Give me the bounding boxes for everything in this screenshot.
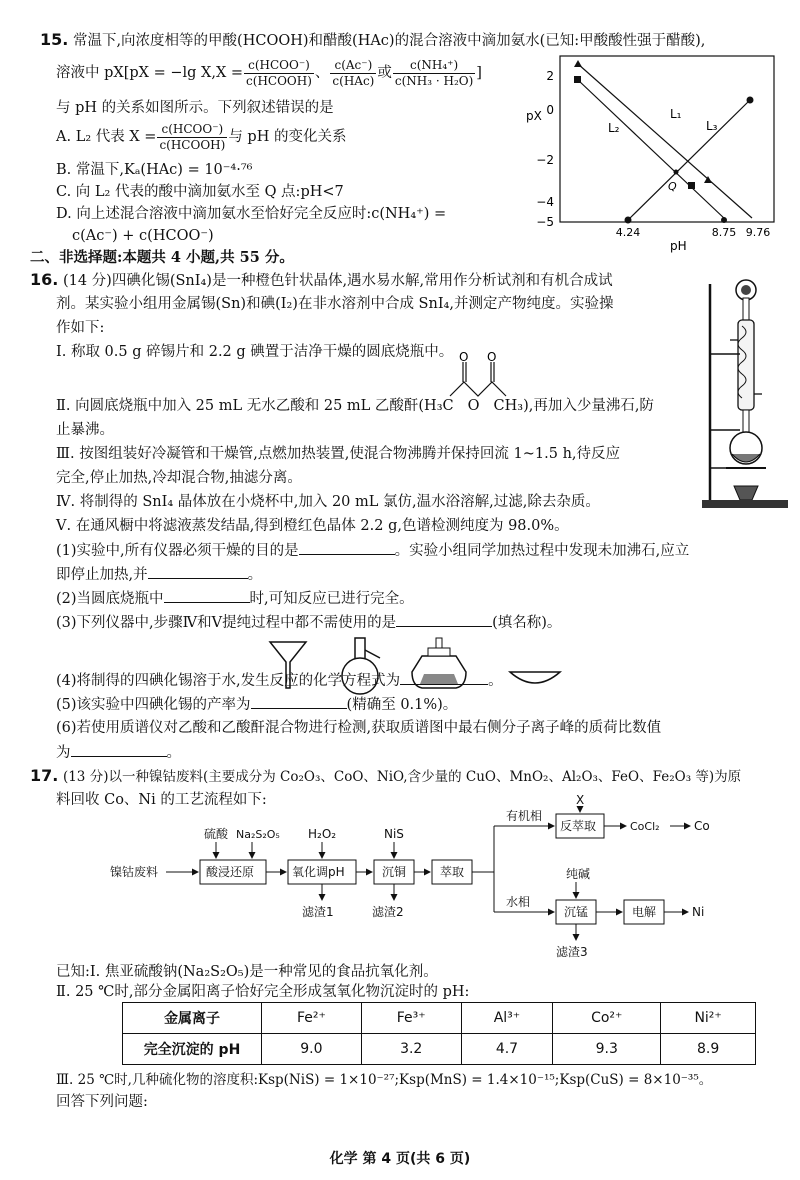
label-l1: L₁ [670,107,682,121]
q15-line1: 15. 常温下,向浓度相等的甲酸(HCOOH)和醋酸(HAc)的混合溶液中滴加氨水(已知:甲酸酸性强于醋酸), [40,30,706,49]
product-ni: Ni [692,905,705,919]
reagent-h2o2: H₂O₂ [308,827,337,841]
evaporating-dish-icon [510,672,560,683]
q16-step2: Ⅱ. 向圆底烧瓶中加入 25 mL 无水乙酸和 25 mL 乙酸酐(H₃C O CH₃),再加入少量沸石,防 [56,398,654,414]
x-axis-label: pH [670,239,687,253]
q15-option-b: B. 常温下,Kₐ(HAc) = 10⁻⁴·⁷⁶ [56,162,253,178]
q16-step5: Ⅴ. 在通风橱中将滤液蒸发结晶,得到橙红色晶体 2.2 g,色谱检测纯度为 98.0%。 [56,518,569,534]
table-row: 完全沉淀的 pH 9.0 3.2 4.7 9.3 8.9 [123,1034,756,1065]
l3-marker [747,97,754,104]
answer-blank[interactable] [148,564,248,579]
product-cocl2: CoCl₂ [630,820,660,833]
q16-step2-cont: 止暴沸。 [56,422,114,438]
reagent-soda: 纯碱 [566,867,591,881]
label-l2: L₂ [608,121,620,135]
page-footer: 化学 第 4 页(共 6 页) [329,1151,471,1167]
residue-3: 滤渣3 [556,945,588,959]
graph-frame [560,56,774,222]
q17-prompt: 回答下列问题: [56,1094,148,1110]
section-2-heading: 二、非选择题:本题共 4 小题,共 55 分。 [30,249,294,266]
process-flowchart [110,792,750,962]
fraction-hcoo: $\frac{\text{c(HCOO⁻)}}{\text{c(HCOOH)}}$ [246,57,312,88]
line-l2 [578,80,726,220]
xtick-9-76: 9.76 [745,226,771,239]
box-back-extract: 反萃取 [560,819,597,833]
box-oxidize: 氧化调pH [292,865,345,879]
q17-known-3: Ⅲ. 25 ℃时,几种硫化物的溶度积:Ksp(NiS) = 1×10⁻²⁷;Ksp(MnS) = 1.4×10⁻¹⁵;Ksp(CuS) = 8×10⁻³⁵。 [56,1072,713,1088]
line-l3 [628,100,750,220]
reflux-apparatus [700,264,796,516]
aqueous-phase: 水相 [506,895,531,909]
organic-phase: 有机相 [506,809,543,823]
reagent-h2so4: 硫酸 [204,827,229,841]
line-l1 [578,64,752,218]
xtick-4-24: 4.24 [615,226,641,239]
flow-start: 镍钴废料 [110,865,159,879]
px-ph-graph [520,54,790,254]
residue-2: 滤渣2 [372,905,404,919]
answer-blank[interactable] [164,588,250,603]
box-electrolysis: 电解 [632,905,657,919]
ytick-2: 2 [546,69,554,83]
q15-option-d: D. 向上述混合溶液中滴加氨水至恰好完全反应时:c(NH₄⁺) = [56,206,447,222]
q16-line2: 剂。某实验小组用金属锡(Sn)和碘(I₂)在非水溶剂中合成 SnI₄,并测定产物纯度。实验操 [56,296,614,312]
box-acid-leach: 酸浸还原 [206,865,255,879]
reagent-nis: NiS [384,827,404,841]
q16-part2: (2)当圆底烧瓶中 时,可知反应已进行完全。 [56,588,414,609]
reagent-na2s2o5: Na₂S₂O₅ [236,828,280,841]
y-axis-label: pX [526,109,542,123]
box-copper: 沉铜 [382,865,407,879]
q16-line3: 作如下: [56,320,105,336]
q16-part6: (6)若使用质谱仪对乙酸和乙酸酐混合物进行检测,获取质谱图中最右侧分子离子峰的质荷比数值 [56,720,662,736]
l2-marker [688,182,695,189]
carbonyl-o: O [487,352,497,364]
l1-marker [574,60,582,67]
ytick-neg5: −5 [536,215,554,229]
q15-option-c: C. 向 L₂ 代表的酸中滴加氨水至 Q 点:pH<7 [56,184,344,200]
q16-step3: Ⅲ. 按图组装好冷凝管和干燥管,点燃加热装置,使混合物沸腾并保持回流 1~1.5 h,待反应 [56,446,621,462]
q16-step4: Ⅳ. 将制得的 SnI₄ 晶体放在小烧杯中,加入 20 mL 氯仿,温水浴溶解,过滤,除去杂质。 [56,494,600,510]
ytick-0: 0 [546,103,554,117]
fraction-ac: $\frac{c(Ac^-)}{\text{c(HAc)}}$ [332,57,375,88]
fraction-nh4: $\frac{\text{c(NH₄⁺)}}{\text{c(NH₃ · H₂O)}}$ [394,57,474,88]
table-header-row: 金属离子 Fe²⁺ Fe³⁺ Al³⁺ Co²⁺ Ni²⁺ [123,1003,756,1034]
point-q [674,170,679,175]
ytick-neg4: −4 [536,195,554,209]
q16-part6-cont: 为 。 [56,742,181,763]
xtick-8-75: 8.75 [711,226,737,239]
carbonyl-o: O [459,352,469,364]
q17-line2: 料回收 Co、Ni 的工艺流程如下: [56,792,267,808]
precipitation-ph-table [122,1002,756,1065]
l3-marker [625,217,632,224]
residue-1: 滤渣1 [302,905,334,919]
ytick-neg2: −2 [536,153,554,167]
q16-part1-cont: 即停止加热,并 。 [56,564,262,585]
answer-blank[interactable] [396,612,492,627]
q16-part3: (3)下列仪器中,步骤Ⅳ和Ⅴ提纯过程中都不需使用的是 (填名称)。 [56,612,561,633]
q16-line1: 16. (14 分)四碘化锡(SnI₄)是一种橙色针状晶体,遇水易水解,常用作分析试剂和有机合成试 [30,270,613,289]
q17-line1: 17. (13 分)以一种镍钴废料(主要成分为 Co₂O₃、CoO、NiO,含少量的 CuO、MnO₂、Al₂O₃、FeO、Fe₂O₃ 等)为原 [30,766,742,785]
q15-number: 15. [40,30,69,49]
q17-known-1: 已知:Ⅰ. 焦亚硫酸钠(Na₂S₂O₅)是一种常见的食品抗氧化剂。 [56,964,438,980]
reagent-x: X [576,793,585,807]
product-co: Co [694,819,710,833]
answer-blank[interactable] [251,694,347,709]
q15-line2: 溶液中 pX[pX = −lg X,X = $\frac{\text{c(HCOO⁻)}}{\text{c(HCOOH)}}$ 、 $\frac{c(Ac^-)}{\text{c(HAc)}}$ 或 $\frac{\text{c(NH₄⁺)}}{\text{c(NH₃ · H₂O)}}$ ] [56,57,482,88]
answer-blank[interactable] [71,742,167,757]
box-extract: 萃取 [440,865,465,879]
q16-part1: (1)实验中,所有仪器必须干燥的目的是 。实验小组同学加热过程中发现未加沸石,应立 [56,540,689,561]
q15-line3: 与 pH 的关系如图所示。下列叙述错误的是 [56,100,334,116]
q16-step3-cont: 完全,停止加热,冷却混合物,抽滤分离。 [56,470,302,486]
answer-blank[interactable] [400,670,488,685]
q16-part5: (5)该实验中四碘化锡的产率为 (精确至 0.1%)。 [56,694,457,715]
q15-option-a: A. L₂ 代表 X = $\frac{\text{c(HCOO⁻)}}{\text{c(HCOOH)}}$ 与 pH 的变化关系 [56,121,347,152]
point-8-75 [721,217,727,223]
l2-marker [574,76,581,83]
q15-option-d-cont: c(Ac⁻) + c(HCOO⁻) [72,228,214,244]
q16-step1: Ⅰ. 称取 0.5 g 碎锡片和 2.2 g 碘置于洁净干燥的圆底烧瓶中。 [56,344,454,360]
label-l3: L₃ [706,119,718,133]
q-label: Q [668,180,677,193]
box-manganese: 沉锰 [564,905,589,919]
answer-blank[interactable] [299,540,395,555]
q17-known-2: Ⅱ. 25 ℃时,部分金属阳离子恰好完全形成氢氧化物沉淀时的 pH: [56,984,470,1000]
q16-part4: (4)将制得的四碘化锡溶于水,发生反应的化学方程式为 。 [56,670,503,691]
